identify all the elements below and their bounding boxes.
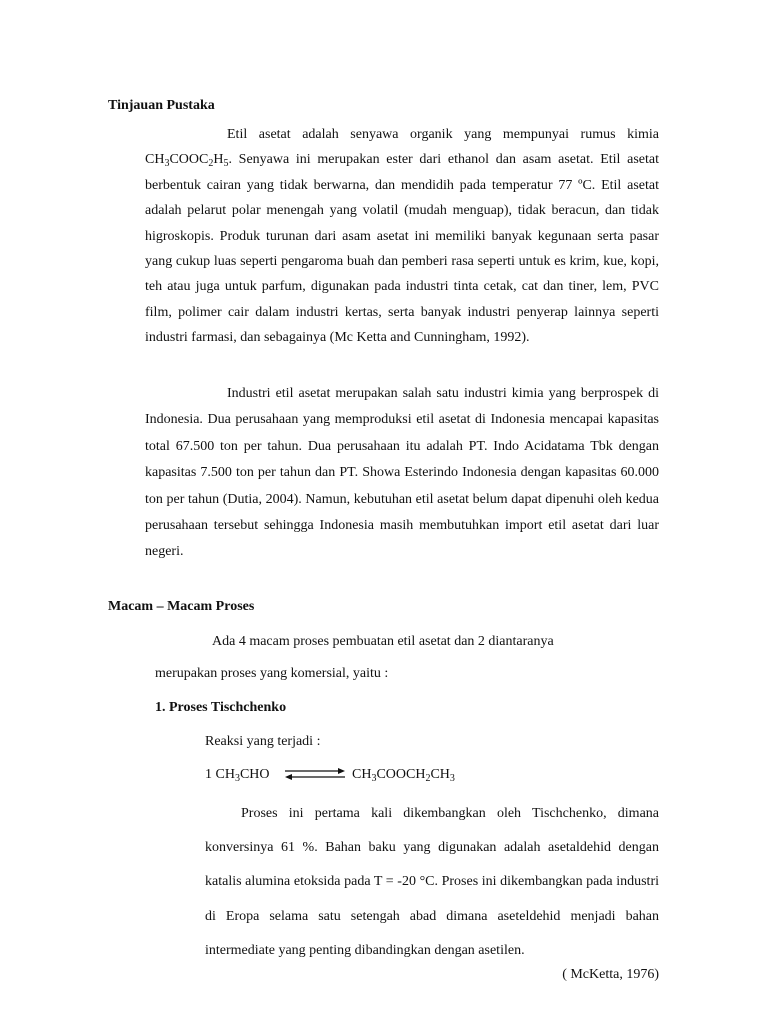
intro-line-1: Ada 4 macam proses pembuatan etil asetat dan 2 diantaranya (212, 634, 554, 649)
reaction-label: Reaksi yang terjadi : (205, 734, 321, 749)
paragraph-tischchenko: Proses ini pertama kali dikembangkan oleh Tischchenko, dimana konversinya 61 %. Bahan baku yang digunakan adalah asetaldehid dengan katalis alumina etoksida pada T = -20 °C. Proses ini dikembangkan pada industri di Eropa selama satu setengah abad dimana aseteldehid menjadi bahan intermediate yang penting dibandingkan dengan asetilen. (205, 806, 659, 958)
paragraph-industri-etil-asetat: Industri etil asetat merupakan salah satu industri kimia yang berprospek di Indonesia. Dua perusahaan yang memproduksi etil asetat di Indonesia mencapai kapasitas total 67.500 ton per tahun. Dua perusahaan itu adalah PT. Indo Acidatama Tbk dengan kapasitas 7.500 ton per tahun dan PT. Showa Esterindo Indonesia dengan kapasitas 60.000 ton per tahun (Dutia, 2004). Namun, kebutuhan etil asetat belum dapat dipenuhi oleh kedua perusahaan tersebut sehingga Indonesia masih membutuhkan import etil asetat dari luar negeri. (145, 386, 659, 560)
citation: ( McKetta, 1976) (562, 967, 659, 982)
equilibrium-arrow-icon (283, 766, 347, 782)
reaction-reactant: 1 $CH_3CHO$ (205, 767, 270, 784)
intro-line-2: merupakan proses yang komersial, yaitu : (155, 666, 389, 681)
reaction-product: $CH_3COOCH_2CH_3$ (352, 767, 455, 784)
section-heading-macam-proses: Macam – Macam Proses (108, 599, 255, 614)
section-heading-tinjauan-pustaka: Tinjauan Pustaka (108, 98, 215, 113)
paragraph-etil-asetat: Etil asetat adalah senyawa organik yang mempunyai rumus kimia $CH_3COOC_2H_5$. Senyawa ini merupakan ester dari ethanol dan asam asetat. Etil asetat berbentuk cairan yang tidak berwarna, dan mendidih pada temperatur 77 ºC. Etil asetat adalah pelarut polar menengah yang volatil (mudah menguap), tidak beracun, dan tidak higroskopis. Produk turunan dari asam asetat ini memiliki banyak kegunaan serta pasar yang cukup luas seperti pengaroma buah dan pemberi rasa seperti untuk es krim, kue, kopi, teh atau juga untuk parfum, digunakan pada industri tinta cetak, cat dan tiner, lem, PVC film, polimer cair dalam industri kertas, serta banyak industri penyerap lainnya seperti industri farmasi, dan sebagainya (Mc Ketta and Cunningham, 1992). (145, 127, 659, 346)
subsection-title-tischchenko: 1. Proses Tischchenko (155, 700, 287, 715)
